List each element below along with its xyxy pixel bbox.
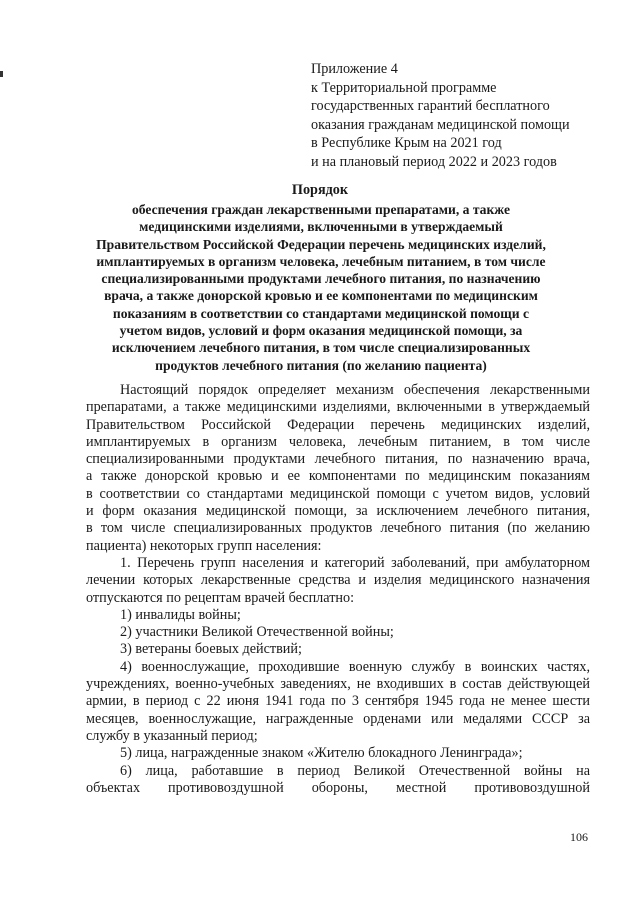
body-line: 3) ветераны боевых действий; [120,641,302,658]
body-line: а также донорской кровью и ее компонентами по медицинским показаниям [86,468,590,485]
body-text [86,382,590,797]
appendix-line: и на плановый период 2022 и 2023 годов [311,153,557,170]
body-line: в соответствии со стандартами медицинской помощи с учетом видов, условий [86,485,590,502]
body-line: учреждениях, военно-учебных заведениях, не входивших в состав действующей [86,676,590,693]
body-line: 2) участники Великой Отечественной войны; [120,624,394,641]
body-line: армии, в период с 22 июня 1941 года по 3 сентября 1945 года не менее шести [86,693,590,710]
body-line: 1. Перечень групп населения и категорий заболеваний, при амбулаторном [120,554,590,571]
subtitle-line: обеспечения граждан лекарственными препаратами, а также [131,202,511,217]
subtitle-line: показаниям в соответствии со стандартами медицинской помощи с [112,305,530,321]
body-line: специализированными продуктами лечебного питания, по назначению врача, [86,451,590,468]
subtitle-line: Правительством Российской Федерации перечень медицинских изделий, [96,236,546,252]
subtitle-line: специализированными продуктами лечебного питания, по назначению [101,271,541,287]
appendix-line: оказания гражданам медицинской помощи [311,116,570,133]
appendix-line: государственных гарантий бесплатного [311,98,550,115]
body-line: объектах противовоздушной обороны, местной противовоздушной [86,779,590,796]
body-line: имплантируемых в организм человека, лечебным питанием, в том числе [86,433,590,450]
body-line: и форм оказания медицинской помощи, за исключением лечебного питания, [86,503,590,520]
appendix-line: в Республике Крым на 2021 год [311,135,502,152]
body-line: пациента) некоторых групп населения: [86,537,322,554]
body-line: 6) лица, работавшие в период Великой Отечественной войны на [120,762,590,779]
body-line: лечении которых лекарственные средства и изделия медицинского назначения [86,572,590,589]
body-line: Настоящий порядок определяет механизм обеспечения лекарственными [120,382,590,398]
body-line: службу в указанный период; [86,727,258,744]
body-line: отпускаются по рецептам врачей бесплатно: [86,589,355,606]
body-line: Правительством Российской Федерации перечень медицинских изделий, [86,416,590,433]
document-subtitle [84,201,558,374]
appendix-line: к Территориальной программе [311,79,497,96]
subtitle-line: учетом видов, условий и форм оказания медицинской помощи, за [119,323,523,339]
subtitle-line: исключением лечебного питания, в том числе специализированных [111,340,531,356]
appendix-header [311,60,570,172]
body-line: 1) инвалиды войны; [120,606,241,623]
page-number: 106 [570,830,588,844]
document-title: Порядок [291,182,349,198]
subtitle-line: врача, а также донорской кровью и ее компонентами по медицинским [104,288,538,304]
body-line: препаратами, а также медицинскими изделиями, включенными в утверждаемый [86,399,590,416]
scan-edge-mark [0,71,3,77]
subtitle-line: продуктов лечебного питания (по желанию пациента) [155,357,487,373]
body-line: месяцев, военнослужащие, награжденные орденами или медалями СССР за [86,710,590,727]
appendix-line: Приложение 4 [311,61,398,77]
subtitle-line: имплантируемых в организм человека, лечебным питанием, в том числе [96,253,546,269]
body-line: 5) лица, награжденные знаком «Жителю блокадного Ленинграда»; [120,745,523,762]
subtitle-line: медицинскими изделиями, включенными в утверждаемый [139,219,503,235]
body-line: в том числе специализированных продуктов лечебного питания (по желанию [86,520,590,537]
body-line: 4) военнослужащие, проходившие военную службу в воинских частях, [120,658,590,675]
